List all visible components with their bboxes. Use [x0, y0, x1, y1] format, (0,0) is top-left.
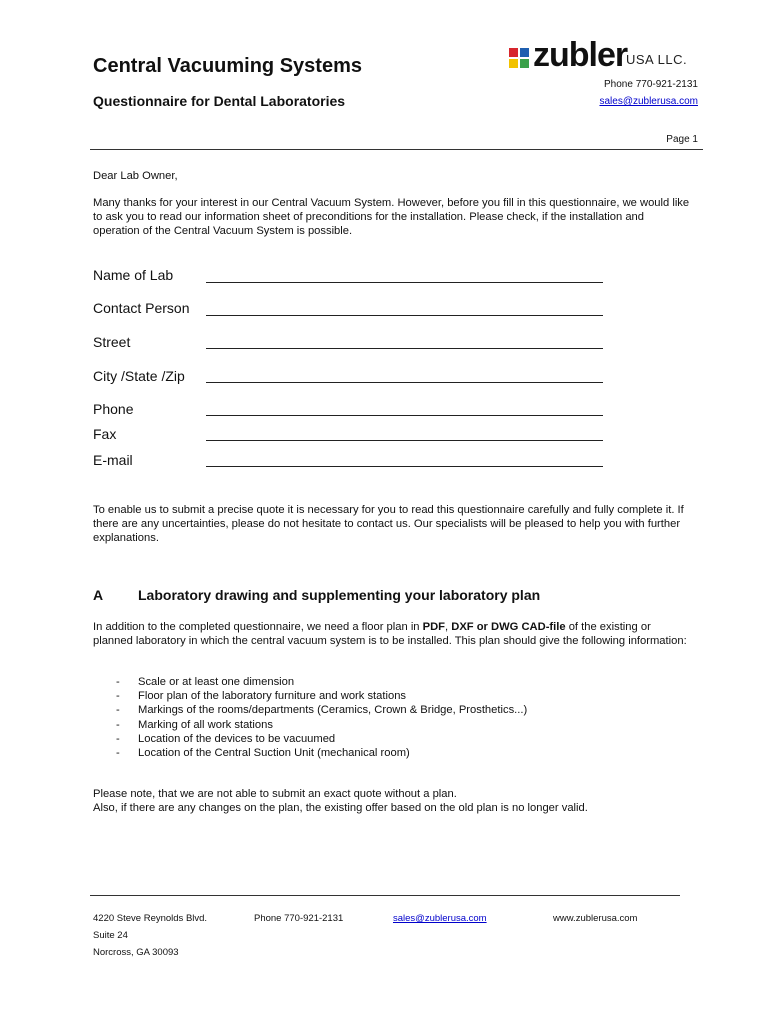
list-item-text: Floor plan of the laboratory furniture and work stations: [138, 690, 407, 703]
bullet-dash: -: [116, 718, 120, 731]
field-label-street: Street: [93, 334, 131, 350]
field-label-fax: Fax: [93, 426, 117, 442]
footer-address-line3: Norcross, GA 30093: [93, 947, 179, 958]
list-item: [93, 718, 527, 732]
greeting: Dear Lab Owner,: [93, 170, 178, 182]
footer-phone: Phone 770-921-2131: [254, 913, 344, 924]
email-input-line[interactable]: [206, 466, 603, 467]
field-label-contact-person: Contact Person: [93, 300, 190, 316]
logo-suffix: USA LLC.: [626, 52, 688, 67]
list-item-text: Markings of the rooms/departments (Ceramics, Crown & Bridge, Prosthetics...): [138, 704, 528, 717]
footer-address-line2: Suite 24: [93, 930, 128, 941]
page-number: Page 1: [666, 134, 698, 145]
notice-paragraph: To enable us to submit a precise quote it is necessary for you to read this questionnaire carefully and fully complete it. If there are any uncertainties, please do not hesitate to contact us. Our specialists will be pleased to help you with further explanations.: [93, 504, 684, 544]
footer-address-line1: 4220 Steve Reynolds Blvd.: [93, 913, 208, 924]
format-dxf-dwg: DXF or DWG CAD-file: [451, 621, 566, 633]
section-a-text-1: In addition to the completed questionnaire, we need a floor plan in: [93, 621, 423, 633]
list-item: [93, 732, 527, 746]
list-item: [93, 703, 527, 717]
header-divider: [90, 149, 703, 150]
fax-input-line[interactable]: [206, 440, 603, 441]
section-a-title: Laboratory drawing and supplementing your laboratory plan: [138, 587, 541, 603]
list-item: [93, 675, 527, 689]
logo-square-green: [520, 59, 529, 68]
plan-requirements-list: [93, 675, 527, 760]
field-label-city-state-zip: City /State /Zip: [93, 368, 185, 384]
section-a-text-2: ,: [445, 621, 452, 633]
field-label-lab-name: Name of Lab: [93, 267, 174, 283]
section-a-letter: A: [93, 587, 104, 603]
section-a-paragraph: [93, 620, 693, 648]
plan-note-line-2: Also, if there are any changes on the plan, the existing offer based on the old plan is no longer valid.: [93, 802, 588, 814]
list-item-text: Location of the devices to be vacuumed: [138, 732, 336, 745]
header-email-link[interactable]: sales@zublerusa.com: [599, 96, 698, 107]
plan-note: [93, 787, 693, 815]
list-item: [93, 746, 527, 760]
phone-input-line[interactable]: [206, 415, 603, 416]
logo-square-red: [509, 48, 518, 57]
footer-email-link[interactable]: sales@zublerusa.com: [393, 913, 487, 924]
list-item: [93, 689, 527, 703]
list-item-text: Marking of all work stations: [138, 718, 273, 731]
bullet-dash: -: [116, 676, 120, 688]
logo-square-blue: [520, 48, 529, 57]
bullet-dash: -: [116, 704, 120, 717]
bullet-dash: -: [116, 732, 120, 745]
contact-person-input-line[interactable]: [206, 315, 603, 316]
lab-name-input-line[interactable]: [206, 282, 603, 283]
document-subtitle: Questionnaire for Dental Laboratories: [93, 93, 346, 109]
logo-square-yellow: [509, 59, 518, 68]
logo-wordmark: zubler: [533, 36, 628, 74]
footer-divider: [90, 895, 680, 896]
format-pdf: PDF: [422, 621, 446, 633]
bullet-dash: -: [116, 690, 120, 703]
list-item-text: Scale or at least one dimension: [138, 676, 295, 688]
field-label-email: E-mail: [93, 452, 133, 468]
section-a-text-3: of the existing or planned laboratory in which the central vacuum system is to be installed. This plan should give the following information:: [93, 621, 687, 647]
field-label-phone: Phone: [93, 401, 134, 417]
city-state-zip-input-line[interactable]: [206, 382, 603, 383]
list-item-text: Location of the Central Suction Unit (mechanical room): [138, 746, 410, 759]
header-phone: Phone 770-921-2131: [604, 79, 698, 90]
street-input-line[interactable]: [206, 348, 603, 349]
intro-paragraph: Many thanks for your interest in our Central Vacuum System. However, before you fill in this questionnaire, we would like to ask you to read our information sheet of preconditions for the installation. Please check, if the installation and operation of the Central Vacuum System is possible.: [93, 197, 690, 237]
bullet-dash: -: [116, 746, 120, 759]
document-title: Central Vacuuming Systems: [93, 55, 362, 77]
footer-website-link[interactable]: www.zublerusa.com: [553, 913, 638, 924]
plan-note-line-1: Please note, that we are not able to submit an exact quote without a plan.: [93, 788, 457, 800]
